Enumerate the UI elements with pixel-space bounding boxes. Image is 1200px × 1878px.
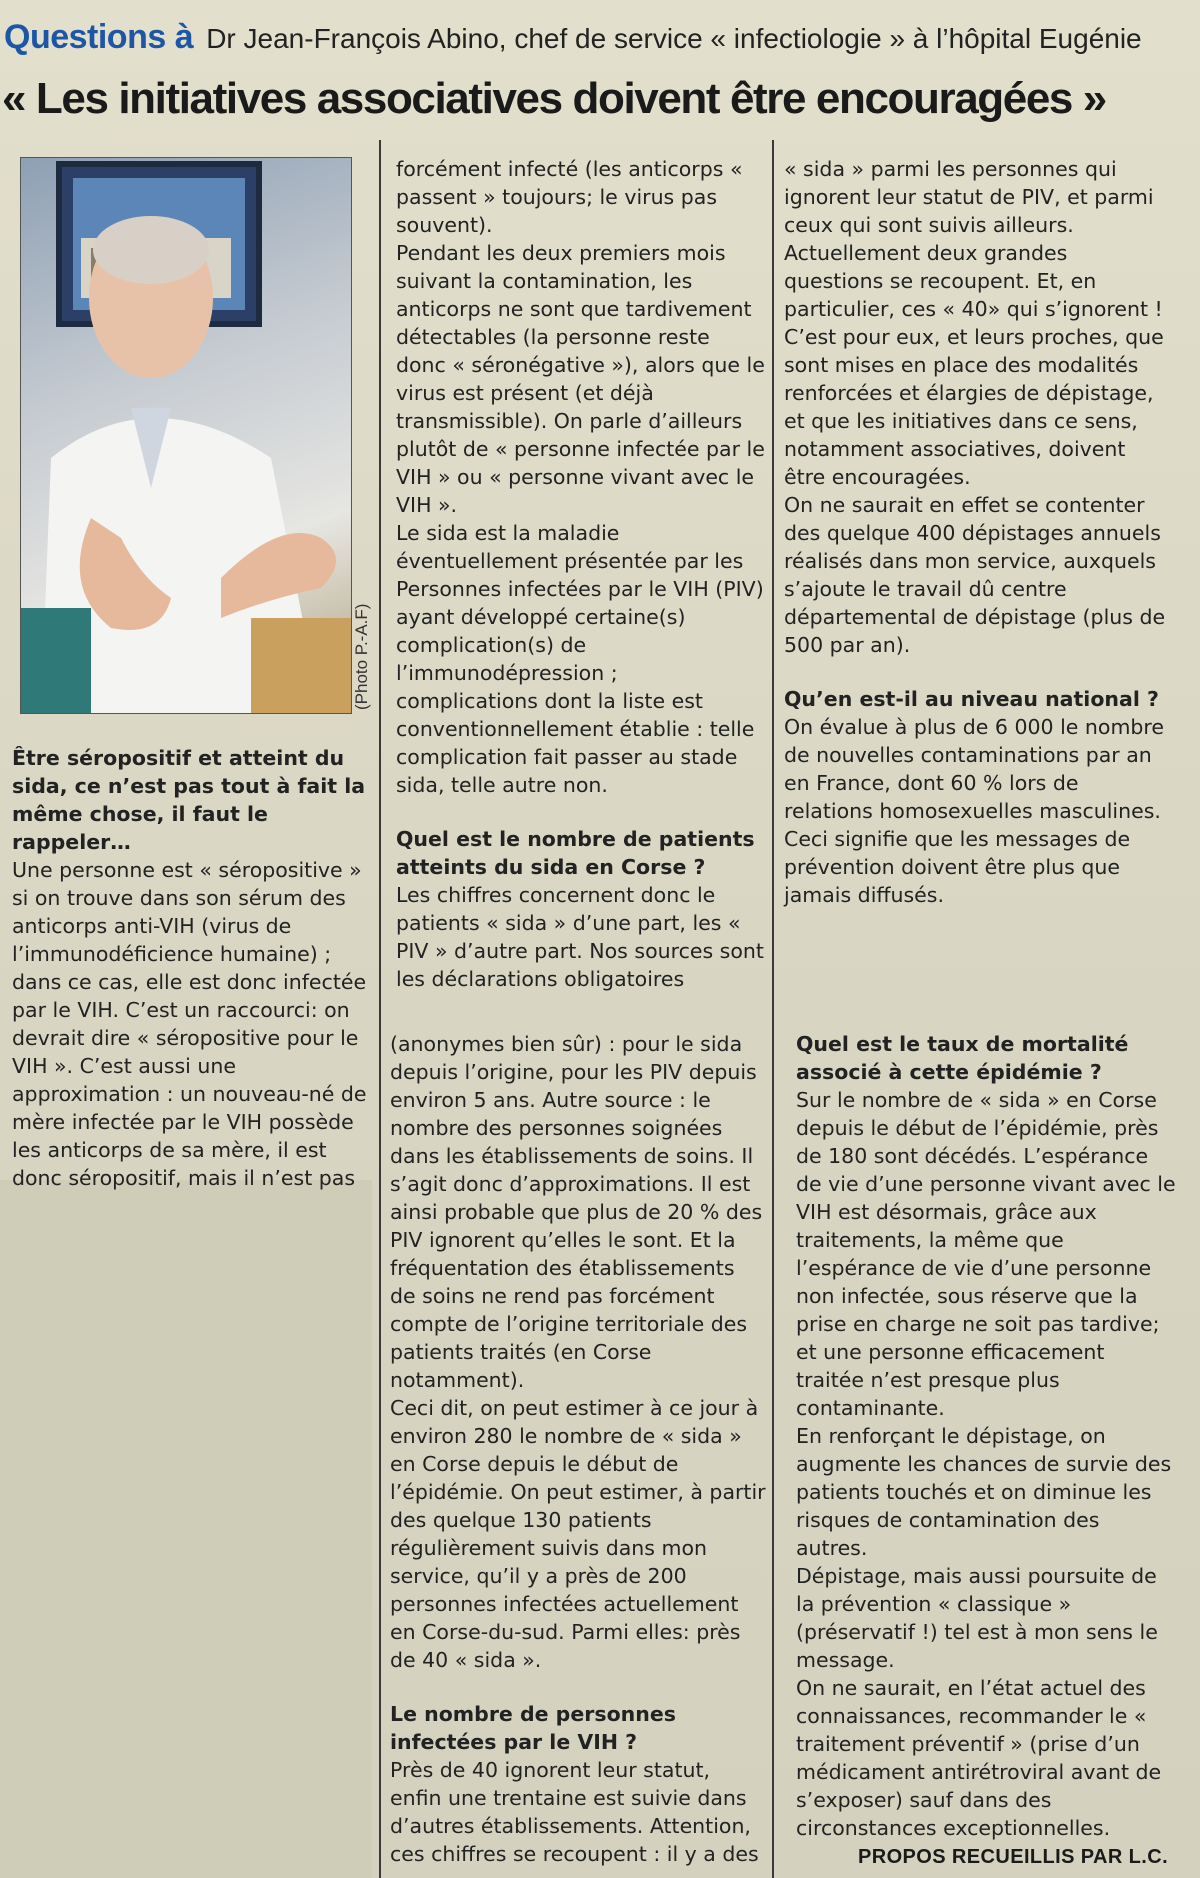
col2-paragraph-3: Le sida est la maladie éventuellement présentée par les Personnes infectées par le VIH (PIV) ayant développé certaine(s) complication(s) de l’immunodépression ; complications dont la liste est conventionnellement établie : telle complication fait passer au stade sida, telle autre non. bbox=[396, 521, 764, 797]
col2-paragraph-7: Près de 40 ignorent leur statut, enfin une trentaine est suivie dans d’autres établissements. Attention, ces chiffres se recoupent : il y a des bbox=[390, 1758, 759, 1866]
interview-photo bbox=[20, 157, 352, 714]
col3-paragraph-1: « sida » parmi les personnes qui ignorent leur statut de PIV, et parmi ceux qui sont suivis ailleurs. Actuellement deux grandes questions se recoupent. Et, en particulier, ces « 40» qui s’ignorent ! bbox=[784, 157, 1163, 321]
col3-paragraph-8: Dépistage, mais aussi poursuite de la prévention « classique » (préservatif !) tel est à mon sens le message. bbox=[796, 1564, 1158, 1672]
col3-paragraph-5: Ceci signifie que les messages de prévention doivent être plus que jamais diffusés. bbox=[784, 827, 1131, 907]
interview-subject: Dr Jean-François Abino, chef de service « infectiologie » à l’hôpital Eugénie bbox=[206, 23, 1142, 54]
kicker: Questions à bbox=[4, 18, 194, 56]
column-rule-2 bbox=[772, 140, 774, 1878]
question-4: Qu’en est-il au niveau national ? bbox=[784, 687, 1159, 711]
column-3-bottom bbox=[796, 1030, 1176, 1842]
signoff: PROPOS RECUEILLIS PAR L.C. bbox=[858, 1846, 1169, 1868]
col3-paragraph-7: En renforçant le dépistage, on augmente les chances de survie des patients touchés et on diminue les risques de contamination des autres. bbox=[796, 1424, 1172, 1560]
col2-paragraph-2: Pendant les deux premiers mois suivant la contamination, les anticorps ne sont que tardivement détectables (la personne reste donc « séronégative »), alors que le virus est présent (et déjà transmissible). On parle d’ailleurs plutôt de « personne infectée par le VIH » ou « personne vivant avec le VIH ». bbox=[396, 241, 765, 517]
col2-paragraph-1: forcément infecté (les anticorps « passent » toujours; le virus pas souvent). bbox=[396, 157, 743, 237]
answer-1: Une personne est « séropositive » si on trouve dans son sérum des anticorps anti-VIH (virus de l’immunodéficience humaine) ; dans ce cas, elle est donc infectée par le VIH. C’est un raccourci: on devrait dire « séropositive pour le VIH ». C’est aussi une approximation : un nouveau-né de mère infectée par le VIH possède les anticorps de sa mère, il est donc séropositif, mais il n’est pas bbox=[12, 858, 367, 1190]
question-2: Quel est le nombre de patients atteints du sida en Corse ? bbox=[396, 827, 755, 879]
question-1: Être séropositif et atteint du sida, ce n’est pas tout à fait la même chose, il faut le rappeler… bbox=[12, 746, 366, 854]
column-3-top bbox=[784, 155, 1170, 909]
col3-paragraph-4: On évalue à plus de 6 000 le nombre de nouvelles contaminations par an en France, dont 60 % lors de relations homosexuelles masculines. bbox=[784, 715, 1165, 823]
column-rule-1 bbox=[379, 140, 381, 1878]
column-2-top bbox=[396, 155, 766, 993]
col3-paragraph-6: Sur le nombre de « sida » en Corse depuis le début de l’épidémie, près de 180 sont décédés. L’espérance de vie d’une personne vivant avec le VIH est désormais, grâce aux traitements, la même que l’espérance de vie d’une personne non infectée, sous réserve que la prise en charge ne soit pas tardive; et une personne efficacement traitée n’est presque plus contaminante. bbox=[796, 1088, 1176, 1420]
col3-paragraph-9: On ne saurait, en l’état actuel des connaissances, recommander le « traitement préventif » (prise d’un médicament antirétroviral avant de s’exposer) sauf dans des circonstances exceptionnelles. bbox=[796, 1676, 1162, 1840]
col3-paragraph-3: On ne saurait en effet se contenter des quelque 400 dépistages annuels réalisés dans mon service, auxquels s’ajoute le travail dû centre départemental de dépistage (plus de 500 par an). bbox=[784, 493, 1166, 657]
article-header bbox=[0, 0, 1200, 140]
column-1 bbox=[12, 744, 374, 1192]
background-shade bbox=[0, 1180, 372, 1878]
col3-paragraph-2: C’est pour eux, et leurs proches, que sont mises en place des modalités renforcées et élargies de dépistage, et que les initiatives dans ce sens, notamment associatives, doivent être encouragées. bbox=[784, 325, 1164, 489]
photo-credit: (Photo P.-A.F) bbox=[352, 603, 371, 710]
headline: « Les initiatives associatives doivent être encouragées » bbox=[2, 74, 1106, 123]
question-5: Quel est le taux de mortalité associé à cette épidémie ? bbox=[796, 1032, 1129, 1084]
col2-paragraph-4: Les chiffres concernent donc le patients « sida » d’une part, les « PIV » d’autre part. Nos sources sont les déclarations obligatoires bbox=[396, 883, 764, 991]
col2-paragraph-6: Ceci dit, on peut estimer à ce jour à environ 280 le nombre de « sida » en Corse depuis le début de l’épidémie. On peut estimer, à partir des quelque 130 patients régulièrement suivis dans mon service, qu’il y a près de 200 personnes infectées actuellement en Corse-du-sud. Parmi elles: près de 40 « sida ». bbox=[390, 1396, 766, 1672]
col2-paragraph-5: (anonymes bien sûr) : pour le sida depuis l’origine, pour les PIV depuis environ 5 ans. Autre source : le nombre des personnes soignées dans les établissements de soins. Il s’agit donc d’approximations. Il est ainsi probable que plus de 20 % des PIV ignorent qu’elles le sont. Et la fréquentation des établissements de soins ne rend pas forcément compte de l’origine territoriale des patients traités (en Corse notamment). bbox=[390, 1032, 763, 1392]
column-2-bottom bbox=[390, 1030, 766, 1868]
question-3: Le nombre de personnes infectées par le VIH ? bbox=[390, 1702, 676, 1754]
kicker-line bbox=[4, 18, 1142, 57]
doctor-portrait-illustration bbox=[21, 158, 351, 713]
